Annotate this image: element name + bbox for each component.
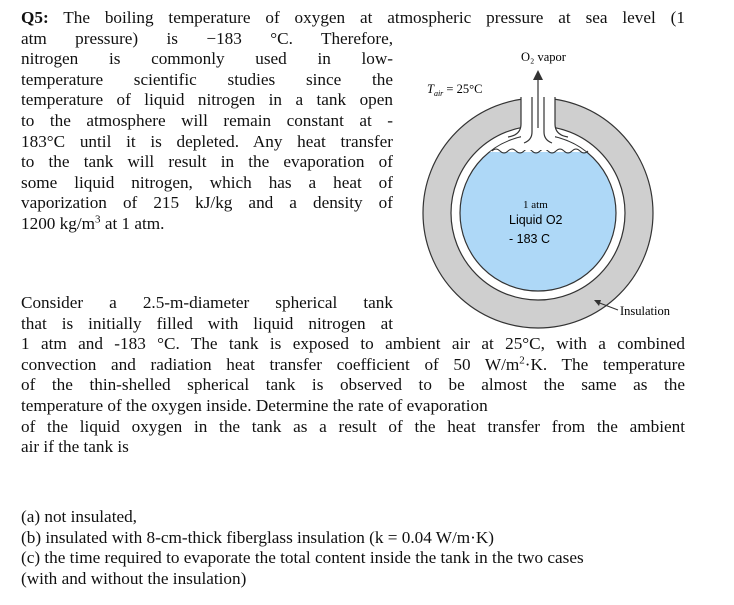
para1-line: vaporization of 215 kJ/kg and a density of: [21, 193, 393, 213]
para2-line: that is initially filled with liquid nitrogen at: [21, 313, 393, 333]
question-first-line: [21, 8, 685, 29]
insulation-label: Insulation: [620, 304, 670, 318]
para1-line: to the atmosphere will remain constant at -: [21, 110, 393, 130]
para1-line: some liquid nitrogen, which has a heat of: [21, 172, 393, 192]
question-paragraph-1: [21, 29, 393, 235]
para1-line: nitrogen is commonly used in low-: [21, 49, 393, 69]
question-paragraph-2-wrapped: [21, 293, 393, 334]
tair-label: $T_{air} = 25^\circ C$: [427, 82, 483, 98]
para1-line: to the tank will result in the evaporation of: [21, 152, 393, 172]
para1-line: atm pressure) is −183 °C. Therefore,: [21, 28, 393, 48]
question-paragraph-2-full: [21, 334, 685, 458]
coef-text-a: convection and radiation heat transfer coefficient of 50 W/m: [21, 354, 520, 374]
para2-line: air if the tank is: [21, 437, 129, 457]
para2-line: Consider a 2.5-m-diameter spherical tank: [21, 293, 393, 312]
coef-exponent: 2: [519, 354, 525, 367]
part-c: (c) the time required to evaporate the total content inside the tank in the two cases: [21, 548, 584, 568]
question-parts: [21, 507, 711, 589]
pressure-label: 1 atm: [523, 199, 548, 211]
density-exponent: 3: [95, 213, 101, 226]
para2-line: of the liquid oxygen in the tank as a result of the heat transfer from the ambient: [21, 416, 685, 436]
part-a: (a) not insulated,: [21, 507, 137, 526]
para1-line: temperature of liquid nitrogen in a tank open: [21, 90, 393, 110]
para2-line: temperature of the oxygen inside. Determine the rate of evaporation: [21, 395, 488, 415]
question-first-line-text: The boiling temperature of oxygen at atmospheric pressure at sea level (1: [63, 8, 685, 27]
part-c-continued: (with and without the insulation): [21, 568, 247, 588]
liquid-label: Liquid O2: [509, 213, 563, 227]
coef-text-b: ·K. The temperature: [524, 354, 685, 374]
arrow-head-icon: [533, 70, 543, 80]
density-rest: at 1 atm.: [100, 213, 165, 233]
coefficient-line: [21, 355, 685, 376]
para1-line: 183°C until it is depleted. Any heat transfer: [21, 131, 393, 151]
para2-line: 1 atm and -183 °C. The tank is exposed to ambient air at 25°C, with a combined: [21, 334, 685, 354]
para1-line: temperature scientific studies since the: [21, 69, 393, 89]
vapor-label: O₂ vapor: [521, 50, 566, 64]
tank-figure: [400, 40, 700, 330]
para2-line: of the thin-shelled spherical tank is observed to be almost the same as the: [21, 375, 685, 395]
density-value: 1200 kg/m: [21, 213, 96, 233]
density-line: [21, 214, 393, 235]
temperature-label: - 183 C: [509, 232, 550, 246]
question-label: Q5:: [21, 8, 49, 27]
part-b: (b) insulated with 8-cm-thick fiberglass insulation (k = 0.04 W/m·K): [21, 527, 495, 547]
